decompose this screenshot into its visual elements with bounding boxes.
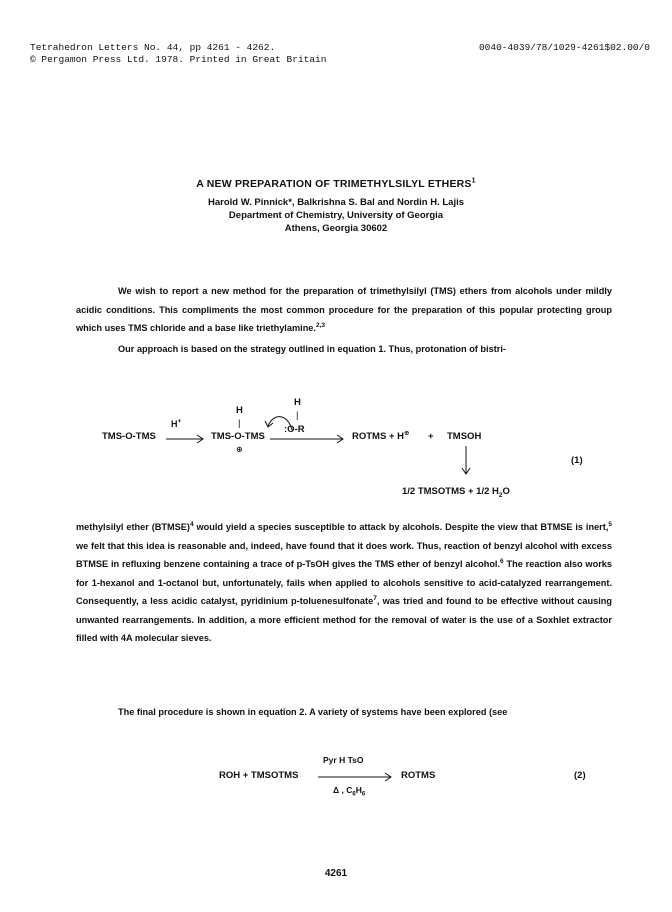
eq1-reactant: TMS-O-TMS [102, 431, 156, 442]
title-footnote: 1 [471, 177, 476, 185]
results-text-3: we felt that this idea is reasonable and, indeed, have found that it does work. Thus, reaction of benzyl alcohol with excess BTMSE in refluxing benzene containing a trace of p-TsOH gives the TMS ether of benzyl alcohol. [76, 540, 612, 569]
author-department: Department of Chemistry, University of Georgia [228, 210, 444, 221]
results-text-4: The reaction also works for 1-hexanol and 1-octanol but, unfortunately, fails when applied to alcohols sensitive to acid-catalyzed rearrangement. Consequently, a less acidic catalyst, pyridinium p-toluenesulfonate [76, 559, 612, 606]
paragraph-intro [76, 282, 612, 338]
eq1-water-sub: 2 [498, 491, 503, 499]
results-ref-7: 7 [373, 594, 377, 602]
eq2-conditions-h: H [355, 785, 362, 795]
results-text-5: , was tried and found to be effective without causing unwanted rearrangements. In addition, a more efficient method for the removal of water is the use of a Soxhlet extractor filled with 4A molecular sieves. [76, 596, 612, 643]
paragraph-procedure [76, 703, 612, 722]
results-ref-6: 6 [500, 557, 504, 565]
article-title [0, 178, 672, 190]
eq2-c-sub: 6 [352, 791, 356, 798]
eq1-arrow-1 [166, 434, 206, 444]
author-names: Harold W. Pinnick*, Balkrishna S. Bal and Nordin H. Lajis [207, 197, 465, 208]
paragraph-approach [76, 340, 612, 359]
eq2-arrow [318, 772, 394, 782]
paragraph-procedure-text: The final procedure is shown in equation 2. A variety of systems have been explored (see [118, 707, 508, 717]
article-code: 0040-4039/78/1029-4261$02.00/0 [478, 42, 650, 53]
paragraph-intro-ref: 2,3 [315, 321, 326, 329]
eq1-water-o: O [502, 486, 510, 497]
eq2-left: ROH + TMSOTMS [219, 770, 299, 781]
eq1-reagent-h: H [171, 419, 178, 429]
eq2-h-sub: 6 [361, 791, 366, 798]
eq1-tmsoh: TMSOH [447, 431, 482, 442]
author-block [0, 196, 672, 235]
eq1-reagent-charge: + [177, 418, 182, 425]
eq1-bond-right: | [296, 410, 299, 421]
eq1-attacker: :O-R [284, 424, 305, 435]
eq1-down-arrow [461, 446, 471, 476]
eq1-down-product [402, 486, 510, 499]
paragraph-results [76, 518, 612, 648]
eq1-reagent [171, 419, 181, 429]
paragraph-approach-text: Our approach is based on the strategy outlined in equation 1. Thus, protonation of bistri- [118, 344, 506, 354]
results-ref-5: 5 [608, 520, 612, 528]
eq1-h-right: H [294, 397, 301, 408]
eq2-right: ROTMS [401, 770, 436, 781]
results-text-2: would yield a species susceptible to attack by alcohols. Despite the view that BTMSE is inert, [193, 522, 609, 532]
eq2-number: (2) [574, 770, 586, 781]
title-text: A NEW PREPARATION OF TRIMETHYLSILYL ETHERS [196, 178, 472, 190]
eq1-products [352, 431, 409, 442]
eq2-catalyst: Pyr H TsO [323, 755, 364, 765]
eq1-number: (1) [571, 455, 583, 466]
eq2-conditions [333, 785, 365, 798]
eq1-intermediate: TMS-O-TMS [211, 431, 265, 442]
journal-citation: Tetrahedron Letters No. 44, pp 4261 - 4262. [30, 42, 276, 53]
paragraph-intro-text: We wish to report a new method for the preparation of trimethylsilyl (TMS) ethers from alcohols under mildly acidic conditions. This compliments the most common procedure for the preparation of this popular protecting group which uses TMS chloride and a base like triethylamine. [76, 286, 612, 333]
eq1-plus: + [428, 431, 434, 442]
journal-header [30, 42, 650, 66]
author-location: Athens, Georgia 30602 [284, 223, 388, 234]
page-number: 4261 [324, 868, 348, 879]
copyright-line: © Pergamon Press Ltd. 1978. Printed in Great Britain [30, 54, 327, 65]
eq1-bond-left: | [238, 418, 241, 429]
eq1-down-product-text: 1/2 TMSOTMS + 1/2 H [402, 486, 499, 497]
eq1-arrow-2 [270, 434, 346, 444]
eq1-proton-charge: ⊕ [404, 429, 410, 437]
results-text-1: methylsilyl ether (BTMSE) [76, 522, 190, 532]
eq2-conditions-text: Δ , C [333, 785, 353, 795]
results-ref-4: 4 [190, 520, 194, 528]
eq1-h-left: H [236, 405, 243, 416]
eq1-products-text: ROTMS + H [352, 431, 404, 442]
eq1-oxonium-charge: ⊕ [236, 445, 243, 454]
